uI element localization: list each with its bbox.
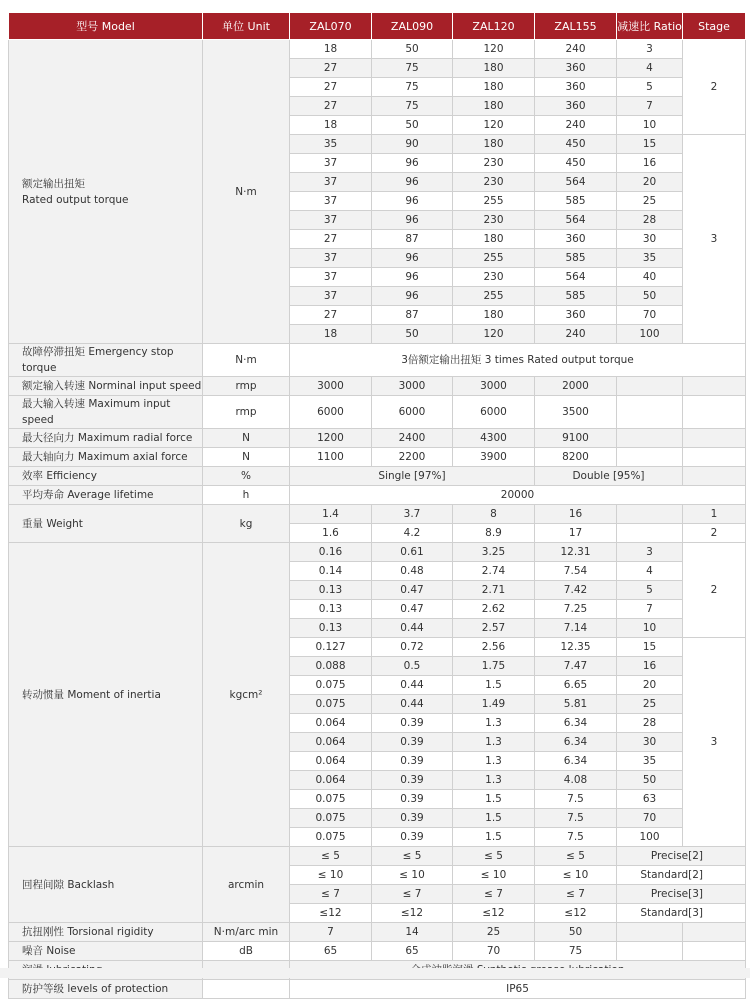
ratio-cell: 7 xyxy=(617,97,683,116)
table-row xyxy=(9,467,746,486)
row-label: 抗扭刚性 Torsional rigidity xyxy=(9,923,203,942)
ratio-cell: 3 xyxy=(617,543,683,562)
ratio-cell: 70 xyxy=(617,809,683,828)
value-cell: 230 xyxy=(453,268,535,287)
ratio-cell: 20 xyxy=(617,676,683,695)
value-cell: 3000 xyxy=(453,377,535,396)
header-unit: 单位 Unit xyxy=(203,13,290,40)
value-cell: 7.5 xyxy=(535,809,617,828)
value-cell: 1.75 xyxy=(453,657,535,676)
row-label: 额定输入转速 Norminal input speed xyxy=(9,377,203,396)
value-cell: 50 xyxy=(372,40,453,59)
value-cell: 4.08 xyxy=(535,771,617,790)
unit-cell: N xyxy=(203,429,290,448)
ratio-cell: 50 xyxy=(617,771,683,790)
specification-table xyxy=(8,12,746,999)
ratio-cell: 100 xyxy=(617,828,683,847)
ratio-cell: 7 xyxy=(617,600,683,619)
header-model: 型号 Model xyxy=(9,13,203,40)
value-cell: 25 xyxy=(453,923,535,942)
value-cell: 120 xyxy=(453,116,535,135)
ratio-cell: 63 xyxy=(617,790,683,809)
value-cell: 96 xyxy=(372,192,453,211)
value-cell: 6.65 xyxy=(535,676,617,695)
value-cell: 564 xyxy=(535,173,617,192)
value-cell: ≤ 5 xyxy=(535,847,617,866)
row-label: 最大轴向力 Maximum axial force xyxy=(9,448,203,467)
value-cell: 96 xyxy=(372,249,453,268)
ratio-cell: 5 xyxy=(617,581,683,600)
ratio-cell xyxy=(617,448,683,467)
value-cell: 240 xyxy=(535,325,617,344)
value-cell: 8 xyxy=(453,505,535,524)
value-cell: 50 xyxy=(372,116,453,135)
header-zal070: ZAL070 xyxy=(290,13,372,40)
row-label xyxy=(9,40,203,344)
row-label: 回程间隙 Backlash xyxy=(9,847,203,923)
value-cell: 0.39 xyxy=(372,790,453,809)
value-cell: ≤12 xyxy=(290,904,372,923)
value-cell: Double [95%] xyxy=(535,467,683,486)
stage-cell: 1 xyxy=(683,505,746,524)
value-cell: 7.5 xyxy=(535,828,617,847)
table-row xyxy=(9,344,746,377)
backlash-grade: Precise[3] xyxy=(617,885,746,904)
value-cell: 255 xyxy=(453,249,535,268)
value-cell: 120 xyxy=(453,40,535,59)
value-cell: 0.13 xyxy=(290,581,372,600)
ratio-cell: 25 xyxy=(617,695,683,714)
value-cell: 0.075 xyxy=(290,790,372,809)
row-label: 重量 Weight xyxy=(9,505,203,543)
ratio-cell xyxy=(617,396,683,429)
value-cell: 27 xyxy=(290,59,372,78)
value-cell: 37 xyxy=(290,249,372,268)
value-cell: 12.35 xyxy=(535,638,617,657)
stage-cell: 2 xyxy=(683,40,746,135)
row-label: 最大输入转速 Maximum input speed xyxy=(9,396,203,429)
value-cell: 360 xyxy=(535,78,617,97)
value-cell: 360 xyxy=(535,230,617,249)
value-cell: 0.72 xyxy=(372,638,453,657)
value-cell: 0.61 xyxy=(372,543,453,562)
value-cell: ≤12 xyxy=(372,904,453,923)
table-row xyxy=(9,847,746,866)
value-cell: 37 xyxy=(290,173,372,192)
table-row xyxy=(9,396,746,429)
value-cell: 8200 xyxy=(535,448,617,467)
value-cell: 0.064 xyxy=(290,733,372,752)
ratio-cell: 15 xyxy=(617,135,683,154)
value-cell: 3.7 xyxy=(372,505,453,524)
value-cell: 120 xyxy=(453,325,535,344)
value-cell: 37 xyxy=(290,192,372,211)
value-cell: 0.44 xyxy=(372,676,453,695)
value-cell: 6000 xyxy=(372,396,453,429)
ratio-cell xyxy=(617,505,683,524)
ratio-cell: 35 xyxy=(617,752,683,771)
value-cell: 360 xyxy=(535,97,617,116)
ratio-cell: 100 xyxy=(617,325,683,344)
row-label: 最大径向力 Maximum radial force xyxy=(9,429,203,448)
value-cell: 230 xyxy=(453,154,535,173)
ratio-cell: 4 xyxy=(617,59,683,78)
value-cell: 0.13 xyxy=(290,619,372,638)
value-cell: 0.39 xyxy=(372,714,453,733)
value-cell: 27 xyxy=(290,230,372,249)
stage-cell: 3 xyxy=(683,135,746,344)
ratio-cell: 16 xyxy=(617,154,683,173)
value-cell: 360 xyxy=(535,59,617,78)
backlash-grade: Standard[3] xyxy=(617,904,746,923)
value-cell: ≤12 xyxy=(453,904,535,923)
value-cell: 180 xyxy=(453,59,535,78)
table-row xyxy=(9,40,746,59)
value-cell: 20000 xyxy=(290,486,746,505)
value-cell: 75 xyxy=(372,97,453,116)
value-cell: 87 xyxy=(372,306,453,325)
value-cell: 3900 xyxy=(453,448,535,467)
stage-cell xyxy=(683,467,746,486)
unit-cell: rmp xyxy=(203,377,290,396)
value-cell: 0.39 xyxy=(372,828,453,847)
stage-cell xyxy=(683,942,746,961)
value-cell: 0.13 xyxy=(290,600,372,619)
ratio-cell: 30 xyxy=(617,230,683,249)
unit-cell xyxy=(203,980,290,999)
value-cell: 75 xyxy=(372,59,453,78)
row-label: 噪音 Noise xyxy=(9,942,203,961)
header-zal120: ZAL120 xyxy=(453,13,535,40)
value-cell: 18 xyxy=(290,40,372,59)
value-cell: 3倍额定输出扭矩 3 times Rated output torque xyxy=(290,344,746,377)
value-cell: 1.5 xyxy=(453,828,535,847)
table-row xyxy=(9,448,746,467)
ratio-cell: 4 xyxy=(617,562,683,581)
stage-cell: 2 xyxy=(683,543,746,638)
value-cell: 65 xyxy=(372,942,453,961)
value-cell: 1200 xyxy=(290,429,372,448)
ratio-cell: 70 xyxy=(617,306,683,325)
stage-cell xyxy=(683,377,746,396)
value-cell: 0.075 xyxy=(290,676,372,695)
table-row xyxy=(9,942,746,961)
value-cell: 96 xyxy=(372,287,453,306)
ratio-cell: 28 xyxy=(617,714,683,733)
table-row xyxy=(9,923,746,942)
value-cell: 180 xyxy=(453,97,535,116)
value-cell: 37 xyxy=(290,211,372,230)
table-row xyxy=(9,980,746,999)
backlash-grade: Precise[2] xyxy=(617,847,746,866)
value-cell: ≤ 5 xyxy=(372,847,453,866)
unit-cell: N·m xyxy=(203,40,290,344)
value-cell: 0.47 xyxy=(372,581,453,600)
value-cell: 2200 xyxy=(372,448,453,467)
value-cell: 0.39 xyxy=(372,733,453,752)
value-cell: 9100 xyxy=(535,429,617,448)
value-cell: 27 xyxy=(290,78,372,97)
table-row xyxy=(9,505,746,524)
value-cell: 585 xyxy=(535,249,617,268)
row-label-en: Rated output torque xyxy=(22,193,129,206)
table-row xyxy=(9,486,746,505)
value-cell: 75 xyxy=(372,78,453,97)
value-cell: 0.39 xyxy=(372,771,453,790)
unit-cell: kg xyxy=(203,505,290,543)
value-cell: 3000 xyxy=(290,377,372,396)
value-cell: 180 xyxy=(453,306,535,325)
stage-cell: 2 xyxy=(683,524,746,543)
value-cell: 37 xyxy=(290,154,372,173)
ratio-cell xyxy=(617,377,683,396)
value-cell: 7.14 xyxy=(535,619,617,638)
value-cell: IP65 xyxy=(290,980,746,999)
value-cell: 1.4 xyxy=(290,505,372,524)
value-cell: 6.34 xyxy=(535,733,617,752)
unit-cell: h xyxy=(203,486,290,505)
value-cell: 585 xyxy=(535,287,617,306)
header-zal155: ZAL155 xyxy=(535,13,617,40)
value-cell: 8.9 xyxy=(453,524,535,543)
value-cell: 585 xyxy=(535,192,617,211)
unit-cell: N xyxy=(203,448,290,467)
value-cell: 18 xyxy=(290,116,372,135)
header-stage: Stage xyxy=(683,13,746,40)
value-cell: ≤ 7 xyxy=(453,885,535,904)
value-cell: 37 xyxy=(290,287,372,306)
value-cell: 1.49 xyxy=(453,695,535,714)
value-cell: 1100 xyxy=(290,448,372,467)
value-cell: ≤ 7 xyxy=(535,885,617,904)
value-cell: 1.5 xyxy=(453,676,535,695)
value-cell: 0.075 xyxy=(290,809,372,828)
value-cell: ≤ 10 xyxy=(535,866,617,885)
value-cell: 7.5 xyxy=(535,790,617,809)
value-cell: 17 xyxy=(535,524,617,543)
value-cell: 2.74 xyxy=(453,562,535,581)
value-cell: 360 xyxy=(535,306,617,325)
value-cell: 96 xyxy=(372,211,453,230)
value-cell: 87 xyxy=(372,230,453,249)
ratio-cell xyxy=(617,429,683,448)
table-row xyxy=(9,429,746,448)
ratio-cell xyxy=(617,524,683,543)
value-cell: 3000 xyxy=(372,377,453,396)
header-zal090: ZAL090 xyxy=(372,13,453,40)
ratio-cell xyxy=(617,942,683,961)
value-cell: 1.3 xyxy=(453,771,535,790)
value-cell: 1.5 xyxy=(453,790,535,809)
value-cell: 0.47 xyxy=(372,600,453,619)
footer-bar xyxy=(0,968,750,978)
unit-cell: % xyxy=(203,467,290,486)
unit-cell: arcmin xyxy=(203,847,290,923)
stage-cell xyxy=(683,448,746,467)
ratio-cell: 16 xyxy=(617,657,683,676)
value-cell: 180 xyxy=(453,135,535,154)
ratio-cell: 25 xyxy=(617,192,683,211)
value-cell: ≤ 5 xyxy=(290,847,372,866)
value-cell: 0.16 xyxy=(290,543,372,562)
stage-cell xyxy=(683,396,746,429)
value-cell: 255 xyxy=(453,287,535,306)
value-cell: 230 xyxy=(453,211,535,230)
value-cell: 65 xyxy=(290,942,372,961)
value-cell: 90 xyxy=(372,135,453,154)
value-cell: 7.25 xyxy=(535,600,617,619)
ratio-cell: 10 xyxy=(617,619,683,638)
value-cell: 0.39 xyxy=(372,752,453,771)
value-cell: ≤ 7 xyxy=(372,885,453,904)
value-cell: 180 xyxy=(453,230,535,249)
value-cell: 0.075 xyxy=(290,828,372,847)
row-label-cn: 额定输出扭矩 xyxy=(22,177,85,190)
row-label: 效率 Efficiency xyxy=(9,467,203,486)
stage-cell: 3 xyxy=(683,638,746,847)
value-cell: 6000 xyxy=(290,396,372,429)
value-cell: 450 xyxy=(535,154,617,173)
value-cell: 2.56 xyxy=(453,638,535,657)
value-cell: 2400 xyxy=(372,429,453,448)
value-cell: 2000 xyxy=(535,377,617,396)
value-cell: 6000 xyxy=(453,396,535,429)
row-label: 平均寿命 Average lifetime xyxy=(9,486,203,505)
value-cell: 230 xyxy=(453,173,535,192)
value-cell: 564 xyxy=(535,211,617,230)
value-cell: 6.34 xyxy=(535,714,617,733)
row-label: 故障停滞扭矩 Emergency stop torque xyxy=(9,344,203,377)
value-cell: 70 xyxy=(453,942,535,961)
value-cell: 1.3 xyxy=(453,752,535,771)
header-ratio: 减速比 Ratio xyxy=(617,13,683,40)
ratio-cell: 28 xyxy=(617,211,683,230)
value-cell: 0.127 xyxy=(290,638,372,657)
value-cell: 75 xyxy=(535,942,617,961)
ratio-cell: 30 xyxy=(617,733,683,752)
value-cell: 450 xyxy=(535,135,617,154)
value-cell: 0.064 xyxy=(290,771,372,790)
value-cell: 0.14 xyxy=(290,562,372,581)
ratio-cell: 10 xyxy=(617,116,683,135)
table-row xyxy=(9,543,746,562)
value-cell: 50 xyxy=(535,923,617,942)
ratio-cell: 35 xyxy=(617,249,683,268)
value-cell: 5.81 xyxy=(535,695,617,714)
value-cell: ≤ 7 xyxy=(290,885,372,904)
unit-cell: N·m xyxy=(203,344,290,377)
value-cell: 1.6 xyxy=(290,524,372,543)
value-cell: 1.3 xyxy=(453,714,535,733)
value-cell: ≤12 xyxy=(535,904,617,923)
row-label: 转动惯量 Moment of inertia xyxy=(9,543,203,847)
unit-cell: dB xyxy=(203,942,290,961)
stage-cell xyxy=(683,923,746,942)
value-cell: 37 xyxy=(290,268,372,287)
value-cell: 50 xyxy=(372,325,453,344)
value-cell: 18 xyxy=(290,325,372,344)
value-cell: 16 xyxy=(535,505,617,524)
value-cell: 180 xyxy=(453,78,535,97)
unit-cell: N·m/arc min xyxy=(203,923,290,942)
ratio-cell: 40 xyxy=(617,268,683,287)
value-cell: 35 xyxy=(290,135,372,154)
value-cell: 96 xyxy=(372,173,453,192)
value-cell: 240 xyxy=(535,40,617,59)
value-cell: 7.47 xyxy=(535,657,617,676)
unit-cell: rmp xyxy=(203,396,290,429)
value-cell: 0.44 xyxy=(372,619,453,638)
value-cell: 7 xyxy=(290,923,372,942)
value-cell: 4300 xyxy=(453,429,535,448)
value-cell: 0.44 xyxy=(372,695,453,714)
value-cell: 255 xyxy=(453,192,535,211)
value-cell: 27 xyxy=(290,97,372,116)
value-cell: ≤ 10 xyxy=(290,866,372,885)
value-cell: 12.31 xyxy=(535,543,617,562)
value-cell: 0.064 xyxy=(290,752,372,771)
ratio-cell: 20 xyxy=(617,173,683,192)
value-cell: 0.48 xyxy=(372,562,453,581)
value-cell: 564 xyxy=(535,268,617,287)
value-cell: 1.5 xyxy=(453,809,535,828)
value-cell: 3500 xyxy=(535,396,617,429)
row-label: 防护等级 levels of protection xyxy=(9,980,203,999)
value-cell: 1.3 xyxy=(453,733,535,752)
ratio-cell: 50 xyxy=(617,287,683,306)
ratio-cell: 3 xyxy=(617,40,683,59)
value-cell: 96 xyxy=(372,154,453,173)
value-cell: 2.62 xyxy=(453,600,535,619)
value-cell: 27 xyxy=(290,306,372,325)
value-cell: Single [97%] xyxy=(290,467,535,486)
ratio-cell: 15 xyxy=(617,638,683,657)
value-cell: 0.075 xyxy=(290,695,372,714)
stage-cell xyxy=(683,429,746,448)
value-cell: 14 xyxy=(372,923,453,942)
value-cell: 2.71 xyxy=(453,581,535,600)
value-cell: 7.42 xyxy=(535,581,617,600)
value-cell: 96 xyxy=(372,268,453,287)
value-cell: 0.088 xyxy=(290,657,372,676)
value-cell: 0.5 xyxy=(372,657,453,676)
header-row xyxy=(9,13,746,40)
table-row xyxy=(9,377,746,396)
value-cell: ≤ 10 xyxy=(453,866,535,885)
value-cell: 0.064 xyxy=(290,714,372,733)
value-cell: ≤ 5 xyxy=(453,847,535,866)
value-cell: 0.39 xyxy=(372,809,453,828)
ratio-cell xyxy=(617,923,683,942)
value-cell: ≤ 10 xyxy=(372,866,453,885)
value-cell: 3.25 xyxy=(453,543,535,562)
value-cell: 2.57 xyxy=(453,619,535,638)
backlash-grade: Standard[2] xyxy=(617,866,746,885)
unit-cell: kgcm² xyxy=(203,543,290,847)
ratio-cell: 5 xyxy=(617,78,683,97)
value-cell: 4.2 xyxy=(372,524,453,543)
value-cell: 7.54 xyxy=(535,562,617,581)
value-cell: 6.34 xyxy=(535,752,617,771)
value-cell: 240 xyxy=(535,116,617,135)
